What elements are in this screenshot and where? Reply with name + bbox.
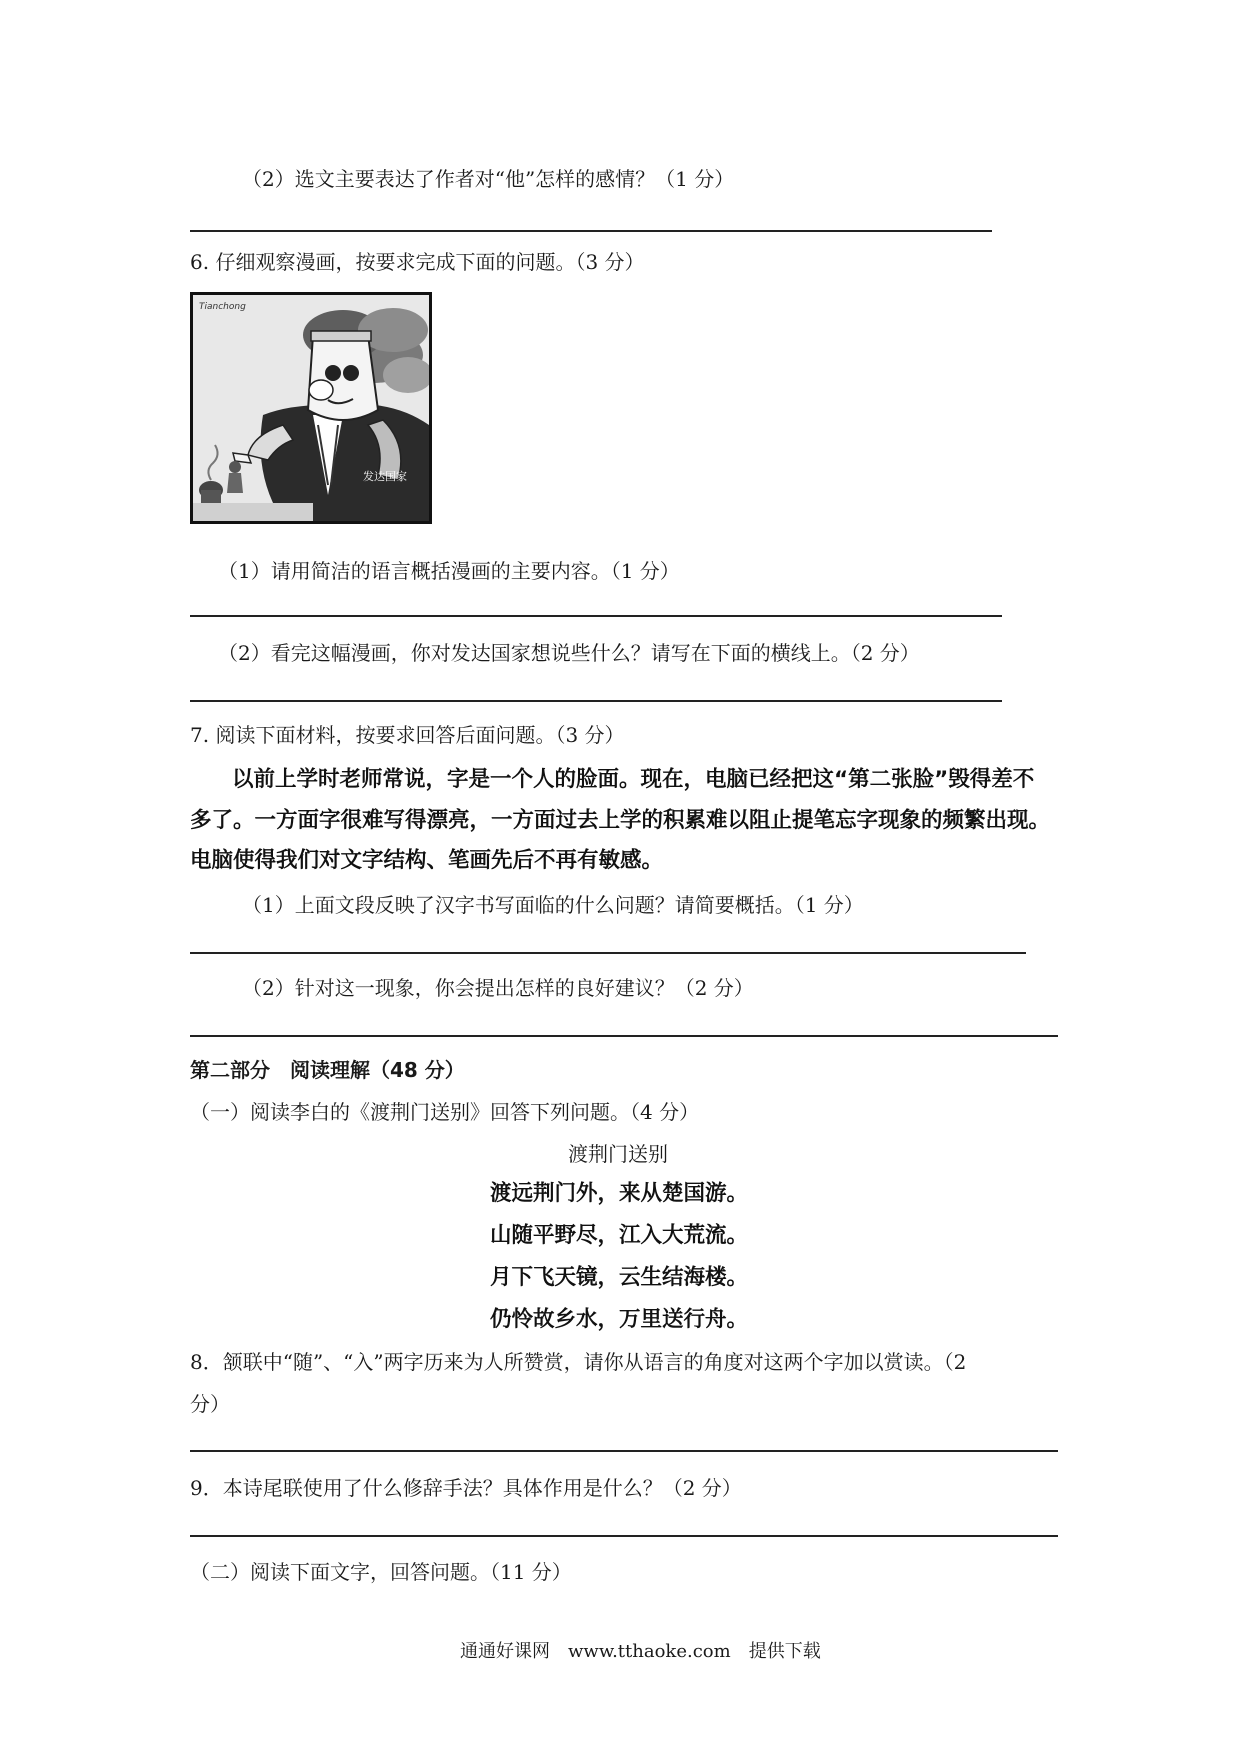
part2-title: 第二部分 阅读理解（48 分） [190, 1058, 465, 1082]
q7-passage-line: 电脑使得我们对文字结构、笔画先后不再有敏感。 [190, 848, 664, 873]
q8-line1: 8．颔联中“随”、“入”两字历来为人所赞赏，请你从语言的角度对这两个字加以赏读。（2 [190, 1350, 967, 1374]
section1-intro: （一）阅读李白的《渡荆门送别》回答下列问题。（4 分） [190, 1100, 700, 1124]
cartoon-signature: Tianchong [199, 302, 246, 312]
answer-line [190, 700, 1002, 702]
page-footer: 通通好课网 www.tthaoke.com 提供下载 [460, 1641, 821, 1662]
q7-passage-line: 多了。一方面字很难写得漂亮，一方面过去上学的积累难以阻止提笔忘字现象的频繁出现。 [190, 808, 1051, 833]
q6-stem: 6. 仔细观察漫画，按要求完成下面的问题。（3 分） [190, 250, 645, 274]
q7-sub1: （1）上面文段反映了汉字书写面临的什么问题？请简要概括。（1 分） [242, 893, 864, 917]
cartoon-label: 发达国家 [363, 470, 407, 483]
answer-line [190, 1535, 1058, 1537]
q9: 9．本诗尾联使用了什么修辞手法？具体作用是什么？（2 分） [190, 1476, 742, 1500]
cartoon-drawing [193, 295, 429, 521]
q7-stem: 7. 阅读下面材料，按要求回答后面问题。（3 分） [190, 723, 625, 747]
poem-line: 渡远荆门外，来从楚国游。 [490, 1181, 749, 1206]
q7-sub2: （2）针对这一现象，你会提出怎样的良好建议？（2 分） [242, 976, 754, 1000]
q8-line2: 分） [190, 1392, 230, 1416]
poem-line: 山随平野尽，江入大荒流。 [490, 1223, 749, 1248]
cartoon-image [190, 292, 432, 524]
section2-intro: （二）阅读下面文字，回答问题。（11 分） [190, 1560, 572, 1584]
q5-sub2: （2）选文主要表达了作者对“他”怎样的感情？（1 分） [242, 167, 735, 191]
q7-passage-line: 以前上学时老师常说，字是一个人的脸面。现在，电脑已经把这“第二张脸”毁得差不 [232, 767, 1035, 792]
q6-sub2: （2）看完这幅漫画，你对发达国家想说些什么？请写在下面的横线上。（2 分） [218, 641, 920, 665]
answer-line [190, 952, 1026, 954]
poem-line: 月下飞天镜，云生结海楼。 [490, 1265, 749, 1290]
answer-line [190, 230, 992, 232]
poem-title: 渡荆门送别 [568, 1142, 668, 1166]
q6-sub1: （1）请用简洁的语言概括漫画的主要内容。（1 分） [218, 559, 680, 583]
answer-line [190, 1450, 1058, 1452]
answer-line [190, 1035, 1058, 1037]
poem-line: 仍怜故乡水，万里送行舟。 [490, 1307, 749, 1332]
answer-line [190, 615, 1002, 617]
